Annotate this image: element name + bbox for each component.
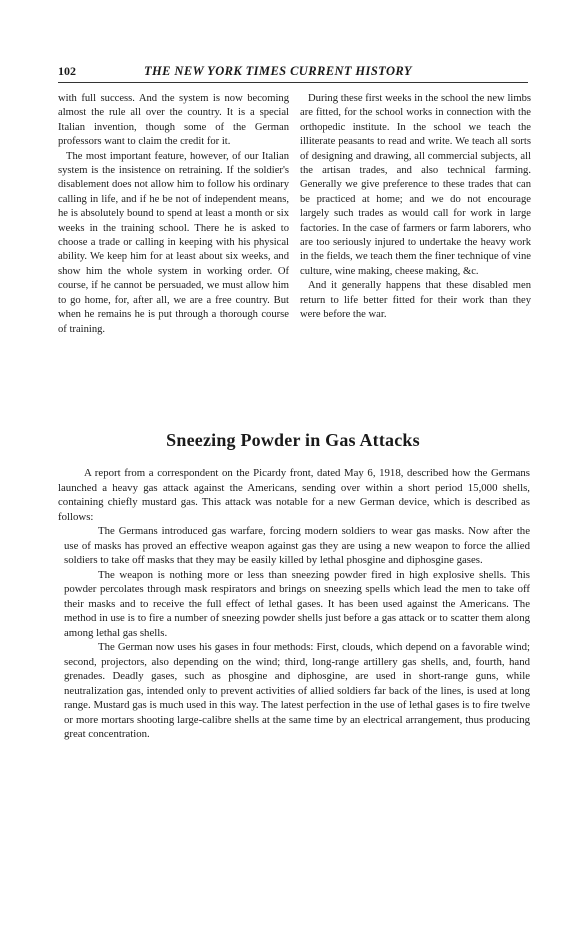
right-paragraph-2: And it generally happens that these disabled men return to life better fitted for their work than they were before the war. <box>300 280 531 321</box>
article-title: Sneezing Powder in Gas Attacks <box>166 430 420 450</box>
left-paragraph-1: with full success. And the system is now becoming almost the rule all over the country. It is a special Italian invention, though some of the German professors want to claim the credit for it. <box>58 93 289 148</box>
quote-paragraph-1: The Germans introduced gas warfare, forcing modern soldiers to wear gas masks. Now after the use of masks has proved an effective weapon against gas they are using a new weapon to force the allied soldiers to take off masks that they may be easily killed by lethal phosgine and diphosgine gases. <box>64 525 530 566</box>
right-column <box>300 92 531 323</box>
quote-paragraph-2: The weapon is nothing more or less than sneezing powder fired in high explosive shells. This powder percolates through mask respirators and brings on sneezing spells which lead the men to take off their masks and to receive the full effect of lethal gases. It has been used against the Americans. The method in use is to fire a number of sneezing powder shells just before a gas attack or to scatter them along among lethal gas shells. <box>64 568 530 639</box>
right-paragraph-1: During these first weeks in the school the new limbs are fitted, for the school works in connection with the orthopedic institute. In the school we teach the illiterate peasants to read and write. We teach all sorts of designing and drawing, all commercial subjects, all the artisan trades, and also technical farming. Generally we give preference to these trades that can be practiced at home; and we do not encourage largely such trades as would call for work in large factories. In the case of farmers or farm laborers, who are too seriously injured to undertake the heavy work in the fields, we teach them the finer technique of vine culture, wine making, cheese making, &c. <box>300 93 531 277</box>
article-quote <box>64 524 530 742</box>
page-header <box>58 64 530 86</box>
article-intro: A report from a correspondent on the Picardy front, dated May 6, 1918, described how the Germans launched a heavy gas attack against the Americans, sending over within a short period 15,000 shells, containing chiefly mustard gas. This attack was notable for a new German device, which is described as follows: <box>58 467 530 523</box>
left-paragraph-2: The most important feature, however, of our Italian system is the insistence on retraining. If the soldier's disablement does not allow him to follow his ordinary calling in life, and if he be not of independent means, he is absolutely bound to spend at least a month or six weeks in the training school. There he is asked to choose a trade or calling in keeping with his physical ability. We keep him for at least about six weeks, and show him the whole system in working order. Of course, if he cannot be persuaded, we must allow him to go home, for, after all, we are a free country. But when he remains he is put through a thorough course of training. <box>58 150 289 335</box>
header-rule <box>58 82 528 83</box>
quote-paragraph-3: The German now uses his gases in four methods: First, clouds, which depend on a favorable wind; second, projectors, also depending on the wind; third, long-range artillery gas shells, and, fourth, hand grenades. Deadly gases, such as phosgine and diphosgine, are used in short-range guns, while neutralization gas, intended only to prevent activities of allied soldiers far back of the lines, is used at long range. Mustard gas is much used in this way. The latest perfection in the use of lethal gases is to fire twelve or more mortars shooting large-calibre shells at the same time by an electrical arrangement, thus producing great concentration. <box>64 641 530 740</box>
left-column <box>58 92 289 337</box>
running-head: THE NEW YORK TIMES CURRENT HISTORY <box>144 64 412 78</box>
two-column-text <box>58 92 530 402</box>
page-number: 102 <box>58 64 76 78</box>
